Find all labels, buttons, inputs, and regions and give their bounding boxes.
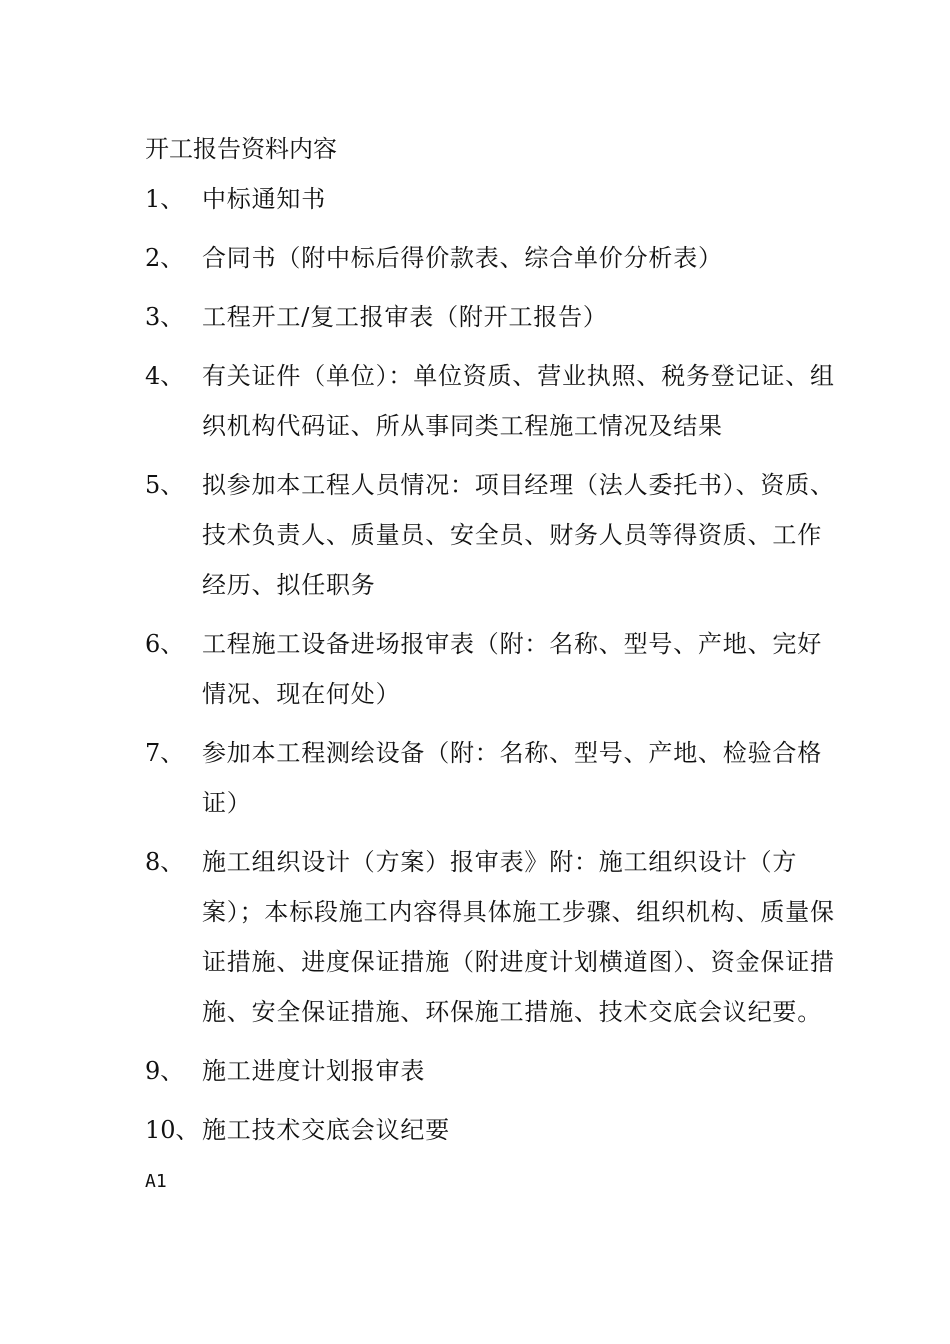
item-number: 4、: [145, 362, 185, 390]
item-text: 中标通知书: [202, 185, 326, 213]
list-item: [145, 1055, 845, 1096]
list-item: [145, 242, 845, 283]
list-item: [145, 183, 845, 224]
item-number: 3、: [145, 303, 185, 331]
list-item: [145, 846, 845, 1037]
item-number: 5、: [145, 471, 185, 499]
item-number: 6、: [145, 630, 185, 658]
list-item: [145, 301, 845, 342]
list-item: [145, 360, 845, 451]
page-footer-code: A1: [145, 1171, 167, 1192]
item-text: 工程施工设备进场报审表（附：名称、型号、产地、完好情况、现在何处）: [202, 630, 822, 708]
item-text: 施工进度计划报审表: [202, 1057, 426, 1085]
item-text: 合同书（附中标后得价款表、综合单价分析表）: [202, 244, 723, 272]
content-list: [145, 183, 845, 1173]
item-text: 工程开工/复工报审表（附开工报告）: [202, 303, 608, 331]
item-number: 1、: [145, 185, 185, 213]
list-item: [145, 628, 845, 719]
item-number: 7、: [145, 739, 185, 767]
item-text: 有关证件（单位）：单位资质、营业执照、税务登记证、组织机构代码证、所从事同类工程施工情况及结果: [202, 362, 835, 440]
item-text: 施工技术交底会议纪要: [202, 1116, 450, 1144]
item-text: 拟参加本工程人员情况：项目经理（法人委托书）、资质、技术负责人、质量员、安全员、财务人员等得资质、工作经历、拟任职务: [202, 471, 835, 599]
document-title: 开工报告资料内容: [145, 135, 337, 163]
item-number: 8、: [145, 848, 185, 876]
item-number: 10、: [145, 1116, 200, 1144]
list-item: [145, 469, 845, 610]
item-text: 施工组织设计（方案）报审表》附：施工组织设计（方案）；本标段施工内容得具体施工步骤、组织机构、质量保证措施、进度保证措施（附进度计划横道图）、资金保证措施、安全保证措施、环保施工措施、技术交底会议纪要。: [202, 848, 835, 1026]
list-item: [145, 737, 845, 828]
item-number: 9、: [145, 1057, 185, 1085]
item-number: 2、: [145, 244, 185, 272]
item-text: 参加本工程测绘设备（附：名称、型号、产地、检验合格证）: [202, 739, 822, 817]
list-item: [145, 1114, 845, 1155]
